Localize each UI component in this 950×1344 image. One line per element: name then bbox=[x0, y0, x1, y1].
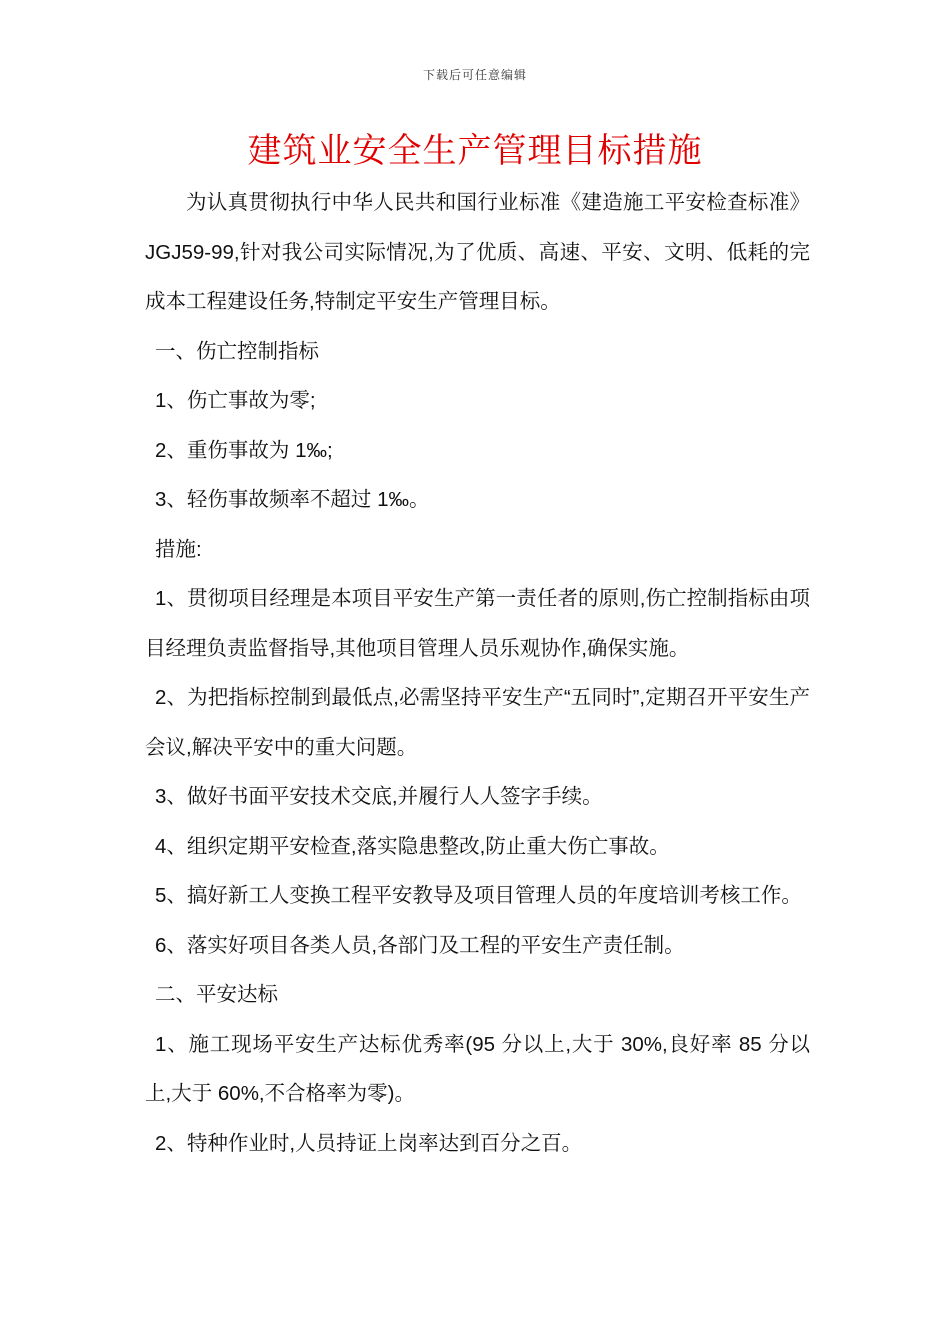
list-item: 1、伤亡事故为零; bbox=[155, 389, 316, 412]
list-item: 2、为把指标控制到最低点,必需坚持平安生产“五同时”,定期召开平安生产会议,解决平安中的重大问题。 bbox=[145, 686, 810, 759]
list-item: 4、组织定期平安检查,落实隐患整改,防止重大伤亡事故。 bbox=[155, 834, 670, 858]
measures-heading: 措施: bbox=[155, 537, 202, 561]
intro-paragraph: 为认真贯彻执行中华人民共和国行业标准《建造施工平安检查标准》JGJ59-99,针对我公司实际情况,为了优质、高速、平安、文明、低耗的完成本工程建设任务,特制定平安生产管理目标。 bbox=[145, 191, 810, 313]
list-item: 1、施工现场平安生产达标优秀率(95 分以上,大于 30%,良好率 85 分以上,大于 60%,不合格率为零)。 bbox=[145, 1032, 810, 1105]
list-item: 3、轻伤事故频率不超过 1‰。 bbox=[155, 488, 430, 511]
list-item: 5、搞好新工人变换工程平安教导及项目管理人员的年度培训考核工作。 bbox=[155, 884, 802, 907]
document-title: 建筑业安全生产管理目标措施 bbox=[247, 131, 703, 171]
list-item: 1、贯彻项目经理是本项目平安生产第一责任者的原则,伤亡控制指标由项目经理负责监督指导,其他项目管理人员乐观协作,确保实施。 bbox=[145, 587, 810, 660]
header-note: 下载后可任意编辑 bbox=[422, 68, 527, 82]
section-heading-safety-standard: 二、平安达标 bbox=[155, 983, 278, 1006]
list-item: 2、重伤事故为 1‰; bbox=[155, 438, 333, 462]
list-item: 6、落实好项目各类人员,各部门及工程的平安生产责任制。 bbox=[155, 933, 685, 957]
list-item: 3、做好书面平安技术交底,并履行人人签字手续。 bbox=[155, 785, 603, 808]
list-item: 2、特种作业时,人员持证上岗率达到百分之百。 bbox=[155, 1131, 583, 1155]
section-heading-casualty-control: 一、伤亡控制指标 bbox=[155, 339, 319, 363]
document-body bbox=[145, 178, 810, 1168]
